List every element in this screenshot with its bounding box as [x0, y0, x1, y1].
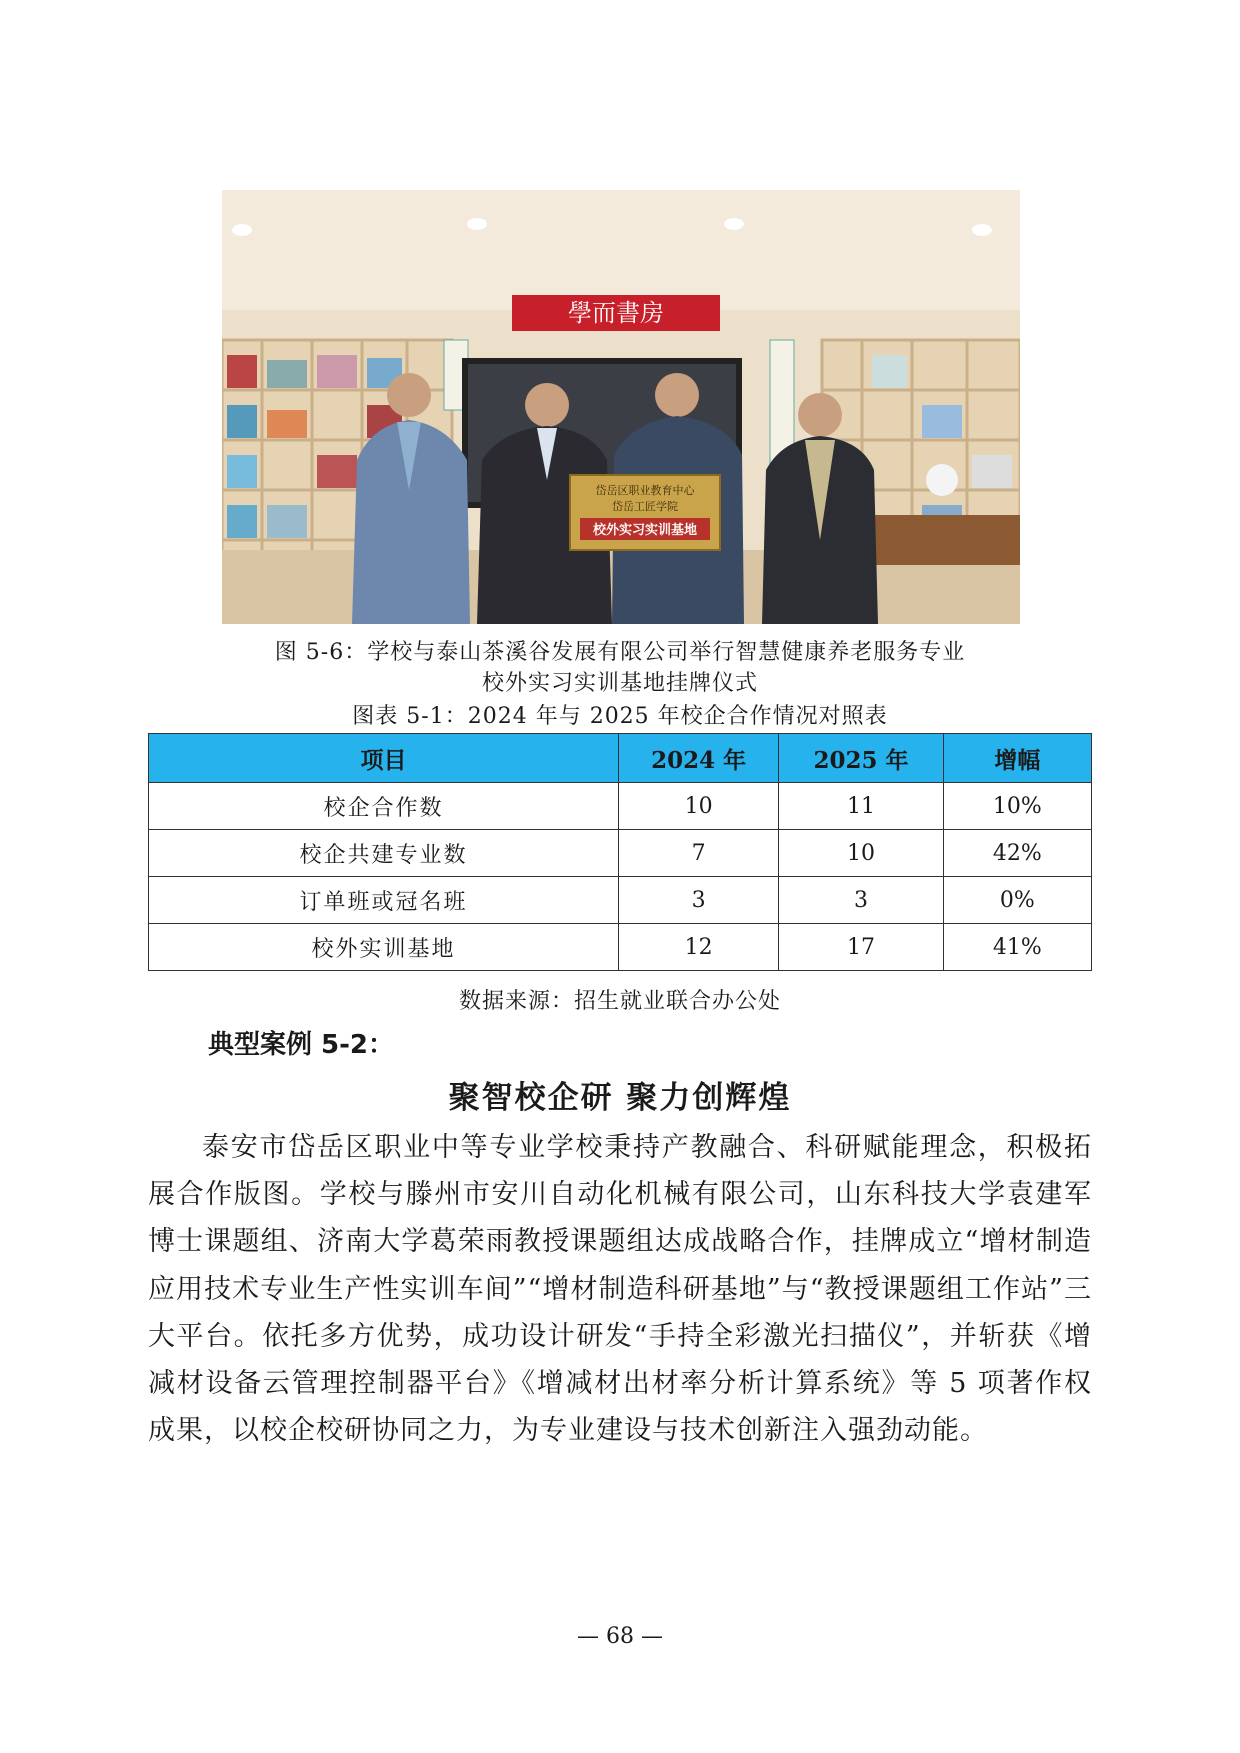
header-2024: 2024 年: [618, 734, 778, 783]
table-row: [149, 783, 1092, 830]
table-row: [149, 877, 1092, 924]
plaque-line1: 岱岳区职业教育中心: [595, 484, 695, 497]
data-source: 数据来源：招生就业联合办公处: [458, 989, 781, 1014]
header-item: 项目: [149, 734, 619, 783]
cell-growth: 42%: [943, 830, 1091, 877]
cell-2024: 12: [618, 924, 778, 971]
ceremony-photo: [222, 190, 1020, 624]
table-title: 图表 5-1：2024 年与 2025 年校企合作情况对照表: [352, 704, 888, 729]
cell-2025: 3: [779, 877, 943, 924]
plaque-line2: 岱岳工匠学院: [612, 500, 678, 513]
cell-item: 校外实训基地: [149, 924, 619, 971]
cell-2024: 7: [618, 830, 778, 877]
table-row: [149, 924, 1092, 971]
cell-2024: 3: [618, 877, 778, 924]
cell-item: 校企共建专业数: [149, 830, 619, 877]
figure-caption-line2: 校外实习实训基地挂牌仪式: [481, 671, 758, 696]
table-row: [149, 830, 1092, 877]
cell-2025: 10: [779, 830, 943, 877]
cell-2025: 11: [779, 783, 943, 830]
cell-growth: 0%: [943, 877, 1091, 924]
banner-text: 學而書房: [568, 299, 664, 327]
plaque-line3: 校外实习实训基地: [592, 523, 698, 538]
cell-item: 校企合作数: [149, 783, 619, 830]
case-title: 聚智校企研 聚力创辉煌: [448, 1080, 792, 1116]
cell-growth: 41%: [943, 924, 1091, 971]
figure-caption-line1: 图 5-6：学校与泰山茶溪谷发展有限公司举行智慧健康养老服务专业: [274, 640, 966, 665]
case-body-paragraph: 泰安市岱岳区职业中等专业学校秉持产教融合、科研赋能理念，积极拓展合作版图。学校与滕州市安川自动化机械有限公司，山东科技大学袁建军博士课题组、济南大学葛荣雨教授课题组达成战略合作，挂牌成立“增材制造应用技术专业生产性实训车间”“增材制造科研基地”与“教授课题组工作站”三大平台。依托多方优势，成功设计研发“手持全彩激光扫描仪”，并斩获《增减材设备云管理控制器平台》《增减材出材率分析计算系统》等 5 项著作权成果，以校企校研协同之力，为专业建设与技术创新注入强劲动能。: [148, 1132, 1092, 1447]
cell-2025: 17: [779, 924, 943, 971]
header-2025: 2025 年: [779, 734, 943, 783]
case-label: 典型案例 5-2：: [208, 1030, 395, 1060]
cell-2024: 10: [618, 783, 778, 830]
cell-growth: 10%: [943, 783, 1091, 830]
header-growth: 增幅: [943, 734, 1091, 783]
cell-item: 订单班或冠名班: [149, 877, 619, 924]
page-number: — 68 —: [577, 1624, 663, 1649]
table-header-row: [149, 734, 1092, 783]
cooperation-table: [148, 733, 1092, 971]
